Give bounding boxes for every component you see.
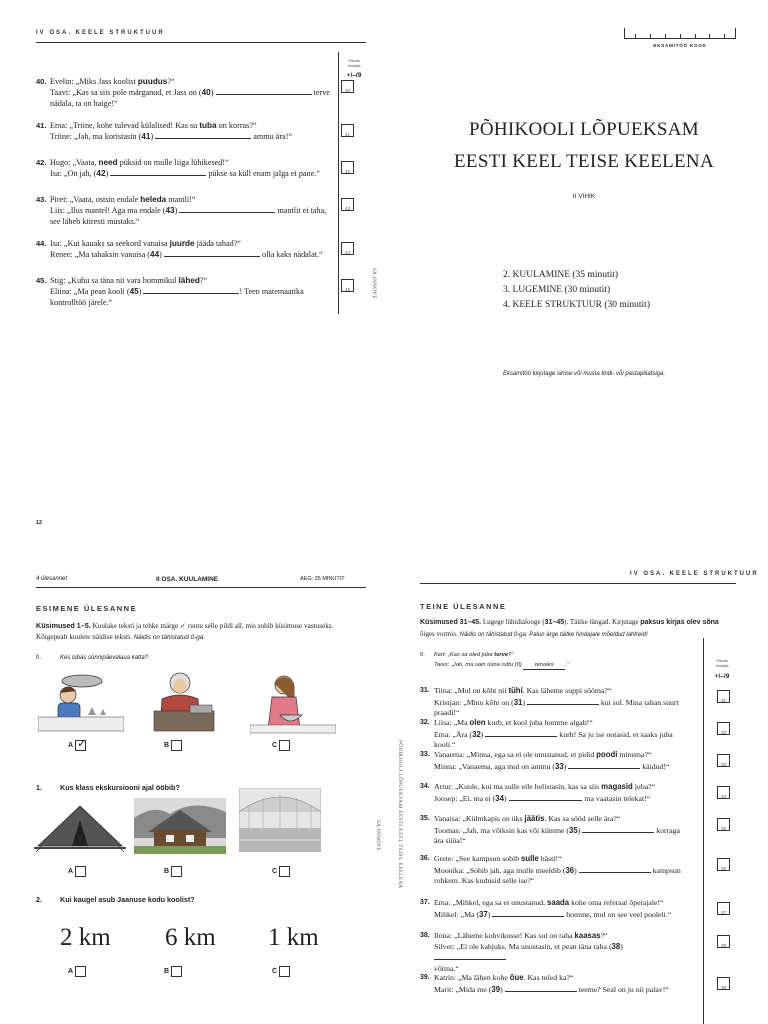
grader-score-box[interactable]: 41	[341, 124, 354, 137]
exam-title: PÕHIKOOLI LÕPUEKSAM	[468, 119, 699, 140]
exam-code-box[interactable]	[624, 28, 736, 39]
answer-blank[interactable]	[110, 168, 206, 176]
question-1-checkbox-a[interactable]	[75, 866, 86, 877]
side-publisher: SA INNOVE	[375, 820, 380, 852]
grader-score-box[interactable]: 33	[717, 754, 730, 767]
keyword: õue	[509, 973, 524, 982]
answer-blank[interactable]	[485, 729, 557, 737]
dialogue-question: 34. Artur: „Kuule, kui ma sulle eile helistasin, kas sa siis magasid juba?“ Joosep: „Ei, ma ei (34) , ma vaatasin telekat!“	[420, 782, 656, 803]
example-number: 0.	[36, 655, 42, 661]
dialogue-question: 38. Ilona: „Läheme kohvikusse! Kas sul on raha kaasas?“ Silver: „Ei ole kahjuks. Ma unustasin, et pean täna raha (38) võtma.“	[420, 931, 623, 973]
dialogue-question: 37. Ema: „Mihkel, ega sa ei unustanud, saada kohe oma referaat õpetajale!“ Mihkel: „Ma (37) homme, mul on see veel pooleli.“	[420, 898, 672, 919]
grader-column-rule	[338, 52, 339, 314]
section-item: 3. LUGEMINE (30 minutit)	[503, 285, 611, 295]
grader-scale-2: +/–/9	[714, 673, 730, 680]
answer-blank[interactable]	[492, 909, 564, 917]
question-number: 37.	[420, 899, 430, 906]
dialogue-question: 42. Hugo: „Vaata, need püksid on mulle liiga lühikesed!“ Isa: „On jah, (42) pükse sa küll enam jalga ei pane.“	[36, 158, 320, 178]
keyword: magasid	[601, 782, 633, 791]
page-header: IV OSA. KEELE STRUKTUUR	[36, 30, 165, 36]
keyword: juurde	[169, 239, 195, 248]
dialogue-question: 36. Grete: „See kampsun sobib sulle hästi!“ Moonika: „Sobib jah, aga mulle meeldib (36) kampsun rohkem. Kas kudusid selle ise?“	[420, 854, 681, 885]
header-rule	[36, 42, 366, 43]
section-item: 2. KUULAMINE (35 minutit)	[503, 270, 619, 280]
question-2-option-c[interactable]: C	[272, 962, 290, 980]
grader-score-box[interactable]: 35	[717, 818, 730, 831]
grader-score-box[interactable]: 42	[341, 161, 354, 174]
writing-instruction: Eksamitöö kirjutage sinise või musta tindi- või pastapliiatsiga.	[502, 371, 666, 377]
girl-baking-image	[250, 667, 336, 735]
example-option-a[interactable]: A ✓	[68, 737, 87, 750]
dialogue-question: 31. Tiina: „Mul on kõht nii tühi. Kas läheme suppi sööma?“ Kristjan: „Minu kõht on (31) kui sul. Mina tahan suurt praadi!“	[420, 686, 679, 717]
booklet-label: II VIHIK	[572, 193, 596, 200]
keyword: poodi	[596, 750, 618, 759]
keyword: jäätis	[524, 814, 545, 823]
cottage-image	[134, 798, 226, 854]
answer-blank[interactable]	[568, 761, 640, 769]
grader-score-box[interactable]: 44	[341, 242, 354, 255]
keyword: tühi	[508, 686, 523, 695]
dialogue-question: 40. Evelin: „Miks Jass koolist puudus?“ Taavi: „Kas sa siis pole märganud, et Jass on (40) terve nädala, ta on haige!“	[36, 77, 330, 108]
tent-image	[34, 798, 126, 854]
question-2-number: 2.	[36, 895, 42, 904]
dialogue-question: 43. Piret: „Vaata, ostsin endale heleda mantli!“ Liis: „Ilus mantel! Aga ma endale (43) mantlit ei taha, see läheb kiiresti mustaks.“	[36, 195, 327, 226]
example-checkbox-a[interactable]	[75, 737, 87, 751]
exam-code-label: EKSAMITÖÖ KOOD	[653, 43, 707, 48]
dialogue-question: 35. Vanaisa: „Külmkapis on üks jäätis. Kas sa sööd selle ära?“ Toomas: „Jah, ma võtksin kas või kümme (35) korraga ära süüa!“	[420, 814, 681, 845]
distance-option-c: 1 km	[268, 924, 319, 951]
answer-blank[interactable]	[216, 87, 312, 95]
question-1-option-c[interactable]: C	[272, 862, 290, 880]
question-number: 35.	[420, 815, 430, 822]
distance-option-a: 2 km	[60, 924, 111, 951]
question-number: 42.	[36, 158, 47, 167]
example-question: Kes lubas sünnipäevalaua katta?	[60, 655, 149, 661]
grader-score-box[interactable]: 36	[717, 858, 730, 871]
grader-score-box[interactable]: 43	[341, 198, 354, 211]
side-running-title: PÕHIKOOLI LÕPUEKSAM EESTI KEEL TEISE KEELENA	[397, 740, 402, 889]
time-limit: AEG: 35 MINUTIT	[300, 576, 345, 582]
grader-scale: +/–/9	[346, 72, 362, 79]
side-label: SA INNOVE	[371, 268, 376, 300]
grader-column-heading-2: Täidab hindaja	[715, 658, 729, 668]
question-1-option-a[interactable]: A	[68, 862, 86, 880]
question-number: 45.	[36, 276, 47, 285]
grader-score-box[interactable]: 31	[717, 690, 730, 703]
answer-blank[interactable]	[509, 793, 581, 801]
example-checkbox-c[interactable]	[279, 740, 290, 751]
question-1-number: 1.	[36, 783, 42, 792]
grader-score-box[interactable]: 39	[717, 977, 730, 990]
answer-blank[interactable]	[579, 865, 651, 873]
question-2-checkbox-c[interactable]	[279, 966, 290, 977]
dialogue-question: 44. Isa: „Kui kauaks sa seekord vanaisa juurde jääda tahad?“ Renee: „Ma tahaksin vanaisa (44) olla kaks nädalat.“	[36, 239, 323, 259]
page-number: 12	[36, 520, 43, 526]
keyword: kaasas	[574, 931, 601, 940]
grader-score-box[interactable]: 45	[341, 279, 354, 292]
distance-option-b: 6 km	[165, 924, 216, 951]
example-option-b[interactable]: B	[164, 736, 182, 754]
keyword: tuba	[199, 121, 217, 130]
question-number: 34.	[420, 783, 430, 790]
grandmother-cooking-image	[140, 667, 226, 735]
keyword: heleda	[140, 195, 167, 204]
example-checkbox-b[interactable]	[171, 740, 182, 751]
task-title: ESIMENE ÜLESANNE	[36, 604, 138, 613]
answer-blank[interactable]	[505, 984, 577, 992]
answer-blank[interactable]	[164, 249, 260, 257]
question-1-option-b[interactable]: B	[164, 862, 182, 880]
question-2-checkbox-a[interactable]	[75, 966, 86, 977]
section-heading: II OSA. KUULAMINE	[156, 576, 219, 583]
question-number: 31.	[420, 687, 430, 694]
section-item: 4. KEELE STRUKTUUR (30 minutit)	[503, 300, 650, 310]
answer-blank[interactable]	[143, 286, 239, 294]
section-rule	[36, 587, 366, 588]
keyword: need	[98, 158, 118, 167]
header-rule-right	[420, 583, 736, 584]
dialogue-question: 33. Vanaema: „Minna, ega sa ei ole unustanud, et pidid poodi minema?“ Minna: „Vanaema, aga mul on ammu (33) käidud!“	[420, 750, 670, 771]
question-1-checkbox-c[interactable]	[279, 866, 290, 877]
grader-score-box[interactable]: 32	[717, 722, 730, 735]
question-2-option-a[interactable]: A	[68, 962, 86, 980]
question-number: 39.	[420, 974, 430, 981]
dialogue-question: 41. Ema: „Triine, kohe tulevad külalised! Kas su tuba on korras?“ Triine: „Jah, ma koristasin (41) ammu ära!“	[36, 121, 293, 141]
answer-blank[interactable]	[155, 131, 251, 139]
grader-score-box[interactable]: 34	[717, 786, 730, 799]
grader-column-heading: Täidab hindaja	[347, 58, 361, 68]
question-1-checkbox-b[interactable]	[171, 866, 182, 877]
keyword: lähed	[178, 276, 200, 285]
dialogue-question: 45. Stig: „Kuhu sa täna nii vara hommikul lähed?“ Eliina: „Ma pean kooli (45) ! Teen matemaatika kontrolltöö järele.“	[36, 276, 304, 307]
checkmark-icon: ✓	[77, 737, 87, 750]
task-instructions: Küsimused 1–5. Kuulake teksti ja tehke märge ✓ ruutu selle pildi all, mis sobib küsimuse vastuseks. Kõigepealt kuulete näidise teksti. Näidis on tähistatud 0-ga.	[36, 621, 334, 641]
question-number: 40.	[36, 77, 47, 86]
task-count: 4 ülesannet	[36, 576, 68, 582]
question-2-option-b[interactable]: B	[164, 962, 182, 980]
keyword: saada	[547, 898, 570, 907]
question-number: 41.	[36, 121, 47, 130]
section-list	[503, 268, 650, 313]
answer-blank[interactable]	[434, 952, 506, 960]
keyword: sulle	[521, 854, 539, 863]
question-number: 38.	[420, 932, 430, 939]
dialogue-question: 32. Liisa: „Ma olen kurb, et kool juba homme algab!“ Ema: „Ära (32) kurb! Sa ju ise ootasid, et saaks juba kooli.“	[420, 718, 673, 749]
grader-score-box[interactable]: 40	[341, 80, 354, 93]
grader-score-box[interactable]: 37	[717, 902, 730, 915]
answer-blank[interactable]	[527, 697, 599, 705]
grader-column-rule-2	[703, 638, 704, 1024]
answer-blank[interactable]	[582, 825, 654, 833]
example-option-c[interactable]: C	[272, 736, 290, 754]
exam-subject: EESTI KEEL TEISE KEELENA	[454, 151, 714, 172]
example-answer: terveks	[523, 661, 565, 670]
question-number: 32.	[420, 719, 430, 726]
dialogue-question: 39. Katrin: „Ma lähen kohe õue. Kas tuled ka?“ Marit: „Mida me (39) teeme? Seal on ju nii palav!“	[420, 973, 669, 994]
question-2-checkbox-b[interactable]	[171, 966, 182, 977]
question-number: 36.	[420, 855, 430, 862]
keyword: puudus	[137, 77, 168, 86]
boy-setting-table-image	[38, 667, 124, 735]
question-number: 33.	[420, 751, 430, 758]
example-dialogue: 0. Kert: „Kas sa oled juba terve?“ Taivo: „Jah, ma sain üsna ruttu (0) terveks .“	[420, 652, 569, 668]
sports-hall-image	[239, 788, 321, 852]
question-1-text: Kus klass ekskursiooni ajal ööbib?	[60, 783, 180, 792]
question-number: 44.	[36, 239, 47, 248]
page-header-right: IV OSA. KEELE STRUKTUUR	[630, 571, 759, 577]
keyword: olen	[469, 718, 486, 727]
grader-score-box[interactable]: 38	[717, 935, 730, 948]
task-title-2: TEINE ÜLESANNE	[420, 602, 507, 611]
question-2-text: Kui kaugel asub Jaanuse kodu koolist?	[60, 895, 195, 904]
question-number: 43.	[36, 195, 47, 204]
answer-blank[interactable]	[179, 205, 275, 213]
task-instructions-2: Küsimused 31–45. Lugege lühidialooge (31–45). Täitke lüngad. Kirjutage paksus kirjas olev sõna õiges vormis. Näidis on tähistatud 0-ga. Palun ärge täitke hindajale mõeldud lahtreid!	[420, 618, 719, 638]
